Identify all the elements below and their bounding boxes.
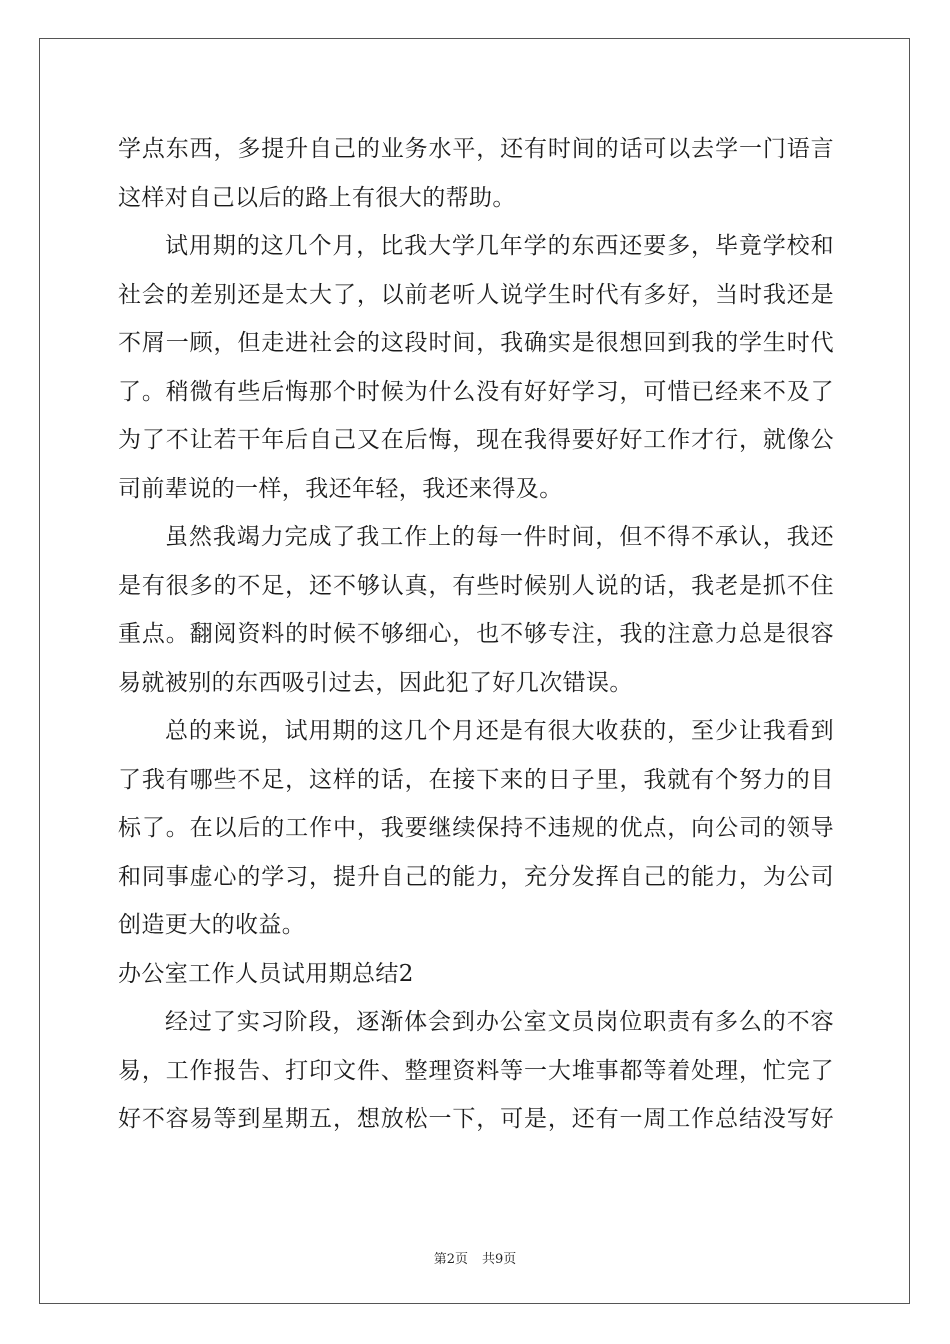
text-line: 易就被别的东西吸引过去，因此犯了好几次错误。 [118,669,633,696]
text-line: 标了。在以后的工作中，我要继续保持不违规的优点，向公司的领导 [118,815,834,841]
page-total: 共9页 [482,1252,517,1267]
text-line: 了。稍微有些后悔那个时候为什么没有好好学习，可惜已经来不及了 [118,378,834,405]
text-line: 学点东西，多提升自己的业务水平，还有时间的话可以去学一门语言 [118,136,834,162]
text-line: 司前辈说的一样，我还年轻，我还来得及。 [118,475,563,502]
text-line: 总的来说，试用期的这几个月还是有很大收获的，至少让我看到 [165,718,834,744]
page-footer [0,1248,950,1267]
section-heading: 办公室工作人员试用期总结2 [118,960,414,987]
text-line: 和同事虚心的学习，提升自己的能力，充分发挥自己的能力，为公司 [118,863,834,890]
text-line: 了我有哪些不足，这样的话，在接下来的日子里，我就有个努力的目 [118,766,834,793]
text-line: 为了不让若干年后自己又在后悔，现在我得要好好工作才行，就像公 [118,427,834,453]
text-line: 易，工作报告、打印文件、整理资料等一大堆事都等着处理，忙完了 [118,1057,834,1084]
text-line: 不屑一顾，但走进社会的这段时间，我确实是很想回到我的学生时代 [118,330,834,356]
text-line: 虽然我竭力完成了我工作上的每一件时间，但不得不承认，我还 [165,524,834,550]
text-line: 创造更大的收益。 [118,912,306,938]
text-line: 好不容易等到星期五，想放松一下，可是，还有一周工作总结没写好 [118,1106,834,1132]
page-number: 第2页 [433,1252,468,1267]
text-line: 试用期的这几个月，比我大学几年学的东西还要多，毕竟学校和 [165,233,834,259]
text-line: 重点。翻阅资料的时候不够细心，也不够专注，我的注意力总是很容 [118,621,834,647]
text-line: 社会的差别还是太大了，以前老听人说学生时代有多好，当时我还是 [118,281,834,308]
text-line: 是有很多的不足，还不够认真，有些时候别人说的话，我老是抓不住 [118,572,834,599]
text-line: 经过了实习阶段，逐渐体会到办公室文员岗位职责有多么的不容 [165,1009,834,1035]
document-body [118,125,834,1144]
text-line: 这样对自己以后的路上有很大的帮助。 [118,184,516,211]
